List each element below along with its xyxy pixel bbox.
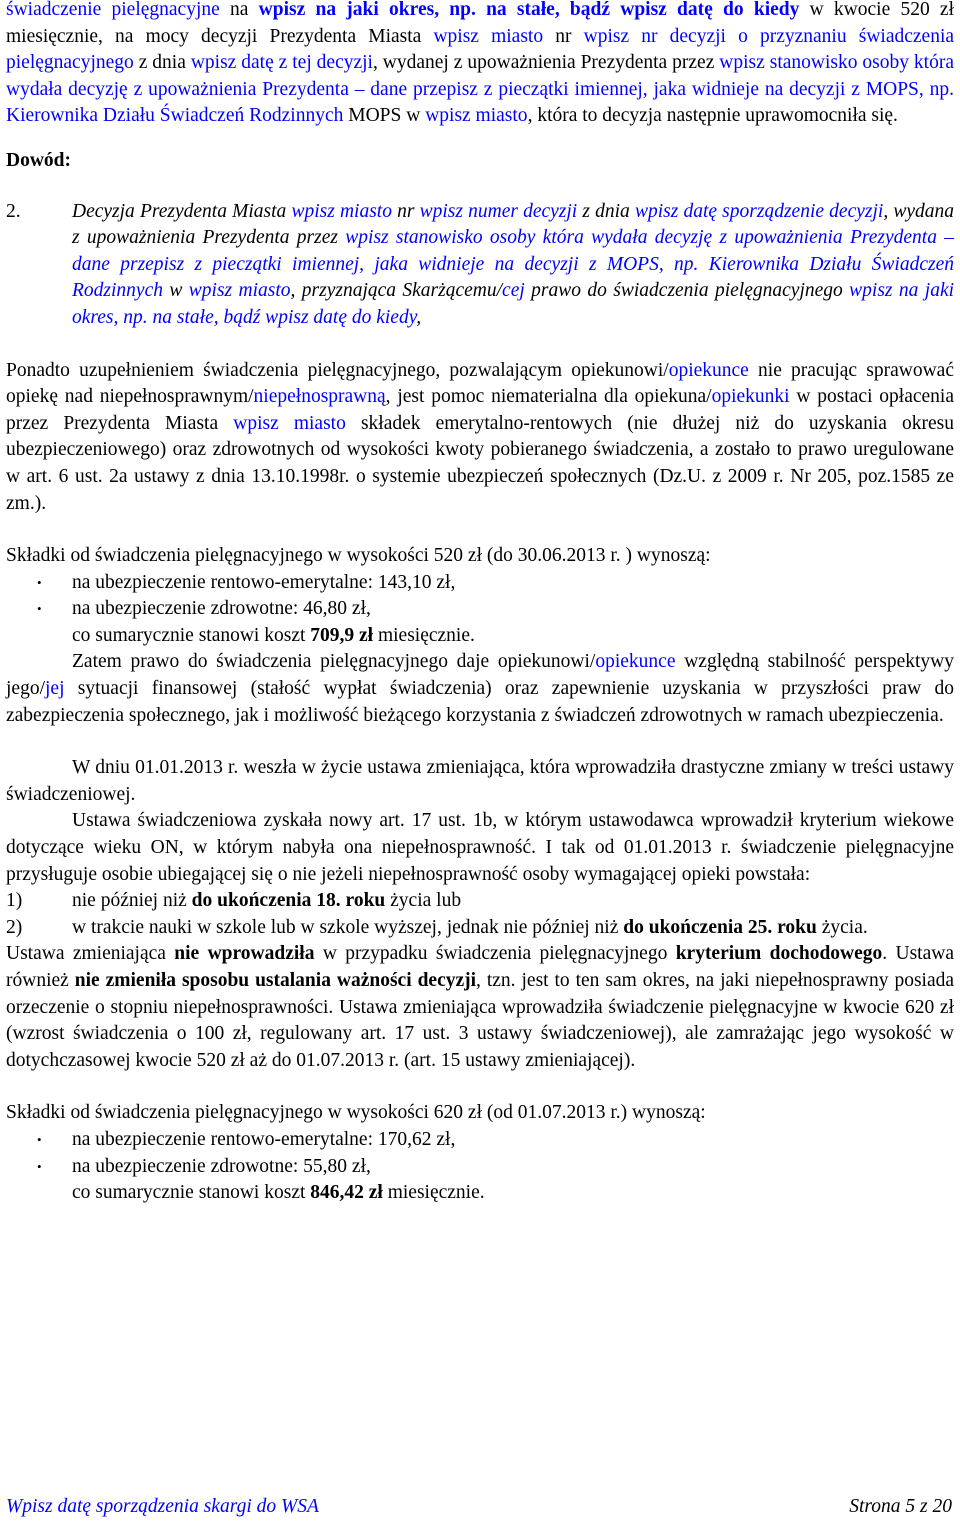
text-span: w przypadku świadczenia pielęgnacyjnego: [314, 943, 676, 965]
text-span: , wydana z upoważnienia Prezydenta przez: [72, 200, 955, 249]
text-span: życia lub: [385, 890, 462, 912]
paragraph-contributions: [6, 358, 954, 518]
text-span: Ustawa zmieniająca: [6, 943, 175, 965]
text-span: względną stabilność perspektywy jego/: [6, 651, 954, 700]
paragraph-amending-act: W dniu 01.01.2013 r. weszła w życie ustawa zmieniająca, która wprowadziła drastyczne zmiany w treści ustawy świadczeniowej.: [6, 757, 954, 805]
bold-text: kryterium dochodowego: [675, 943, 883, 965]
placeholder-text[interactable]: wpisz datę z tej decyzji: [190, 52, 373, 74]
paragraph-age-criterion: Ustawa świadczeniowa zyskała nowy art. 17 ust. 1b, w którym ustawodawca wprowadził kryterium wiekowe dotyczące wieku ON, w którym nabyła ona niepełnosprawność. I tak od 01.01.2013 r. świadczenie pielęgnacyjne przysługuje osobie ubiegającej się o nie jeżeli niepełnosprawność osoby wymagającej opieki powstała:: [6, 810, 954, 885]
placeholder-text[interactable]: wpisz nr decyzji o przyznaniu świadczenia pielęgnacyjnego: [6, 25, 955, 74]
page-number: Strona 5 z 20: [849, 1496, 952, 1517]
document-page: [6, 0, 954, 1207]
text-span: w postaci opłacenia przez Prezydenta Miasta: [6, 386, 954, 434]
paragraph-stability: [6, 649, 954, 729]
placeholder-text[interactable]: wpisz na jaki okres, np.: [258, 0, 476, 20]
bullet-icon: •: [37, 574, 42, 590]
text-span: składek emerytalno-rentowych (nie dłużej niż do uzyskania okresu ubezpieczeniowego) oraz zdrowotnych od wysokości kwoty pobieranego świadczenia, a zostało to prawo uregulowane w art. 6 ust. 2a ustawy z dnia 13.10.1998r. o systemie ubezpieczeń społecznych (Dz.U. z 2009 r. Nr 205, poz.1585 ze zm.).: [6, 412, 954, 514]
text-span: sytuacji finansowej (stałość wypłat świadczenia) oraz zapewnienie uzyskania w przyszłości praw do zabezpieczenia społecznego, jak i możliwość bieżącego korzystania z świadczeń zdrowotnych w ramach ubezpieczenia.: [6, 678, 954, 726]
list-item: [6, 596, 954, 623]
page-footer: [6, 1496, 952, 1518]
text-span: na ubezpieczenie rentowo-emerytalne: 170,62 zł,: [72, 1128, 456, 1150]
bullet-icon: •: [37, 1158, 42, 1174]
bullet-icon: •: [37, 1131, 42, 1147]
text-span: ,: [416, 306, 422, 328]
list-item: [6, 1154, 954, 1181]
text-span: nie później niż: [72, 890, 192, 912]
text-span: miesięcznie.: [382, 1182, 485, 1204]
text-span: MOPS w: [343, 105, 426, 127]
text-span: , jest pomoc niematerialna dla opiekuna/: [385, 386, 712, 408]
text-span: w kwocie 520 zł miesięcznie, na mocy decyzji Prezydenta Miasta: [6, 0, 955, 47]
placeholder-text[interactable]: wpisz stanowisko osoby która wydała decyzję z upoważnienia Prezydenta – dane przepisz z pieczątki imiennej, jaka widnieje na decyzji z MOPS, np. Kierownika Działu Świadczeń Rodzinnych: [6, 52, 954, 127]
condition-item: [6, 915, 954, 942]
paragraph-income-criterion: [6, 941, 954, 1074]
text-span: na ubezpieczenie rentowo-emerytalne: 143,10 zł,: [72, 571, 456, 593]
condition-number: 2): [6, 916, 23, 938]
spacer: [6, 1074, 954, 1100]
placeholder-text[interactable]: wpisz miasto: [291, 200, 392, 222]
list-item: [6, 1127, 954, 1154]
placeholder-text[interactable]: wpisz miasto: [425, 105, 528, 127]
placeholder-text[interactable]: wpisz miasto: [188, 280, 291, 302]
text-span: , wydanej z upoważnienia Prezydenta przez: [372, 52, 720, 74]
text-span: nr: [391, 200, 420, 222]
spacer: [6, 130, 954, 148]
contributions-intro-620: Składki od świadczenia pielęgnacyjnego w wysokości 620 zł (od 01.07.2013 r.) wynoszą:: [6, 1102, 706, 1124]
text-span: na ubezpieczenie zdrowotne: 55,80 zł,: [72, 1155, 371, 1177]
text-span: z dnia: [133, 52, 191, 74]
spacer: [6, 175, 954, 199]
placeholder-text[interactable]: niepełnosprawną: [253, 386, 386, 408]
spacer: [6, 729, 954, 755]
spacer: [6, 332, 954, 358]
placeholder-text[interactable]: wpisz stanowisko osoby która wydała decyzję z upoważnienia Prezydenta – dane przepisz z pieczątki imiennej, jaka widnieje na decyzji z MOPS, np. Kierownika Działu Świadczeń Rodzinnych: [72, 227, 955, 302]
placeholder-text[interactable]: wpisz numer decyzji: [419, 200, 578, 222]
text-span: w: [162, 280, 189, 302]
text-span: z dnia: [577, 200, 635, 222]
text-span: Zatem prawo do świadczenia pielęgnacyjnego daje opiekunowi/: [72, 651, 596, 673]
spacer: [6, 517, 954, 543]
text-span: , przyznająca Skarżącemu/: [290, 280, 503, 302]
placeholder-text[interactable]: jej: [45, 678, 65, 700]
text-span: na ubezpieczenie zdrowotne: 46,80 zł,: [72, 598, 371, 620]
placeholder-text[interactable]: cej: [502, 280, 525, 302]
evidence-list: [6, 199, 954, 332]
placeholder-text[interactable]: wpisz miasto: [233, 412, 346, 434]
text-span: nie pracując sprawować opiekę nad niepełnosprawnym/: [6, 359, 954, 408]
condition-number: 1): [6, 890, 23, 912]
condition-item: [6, 888, 954, 915]
placeholder-text[interactable]: opiekunce: [668, 359, 749, 381]
paragraph-decision-summary: [6, 0, 954, 130]
text-span: życia.: [816, 916, 868, 938]
evidence-item: [6, 199, 954, 332]
total-amount: 846,42 zł: [310, 1182, 383, 1204]
text-span: prawo do świadczenia pielęgnacyjnego: [524, 280, 850, 302]
text-span: w trakcie nauki w szkole lub w szkole wyższej, jednak nie później niż: [72, 916, 624, 938]
text-span: co sumarycznie stanowi koszt: [72, 1182, 311, 1204]
footer-placeholder[interactable]: Wpisz datę sporządzenia skargi do WSA: [6, 1496, 319, 1517]
contributions-total-520: [6, 623, 954, 650]
placeholder-text[interactable]: świadczenie pielęgnacyjne: [6, 0, 220, 20]
bold-text: nie zmieniła sposobu ustalania ważności decyzji: [74, 970, 477, 991]
placeholder-text[interactable]: wpisz na jaki okres, np. na stałe, bądź wpisz datę do kiedy: [72, 280, 955, 328]
text-span: nr: [543, 25, 584, 47]
placeholder-text[interactable]: wpisz datę sporządzenie decyzji: [634, 200, 884, 222]
text-span: , tzn. jest to ten sam okres, na jaki niepełnosprawny posiada orzeczenie o stopniu niepełnosprawności. Ustawa zmieniająca wprowadziła świadczenie pielęgnacyjne w kwocie 620 zł (wzrost świadczenia o 100 zł, regulowany art. 17 ust. 3 ustawy świadczeniowej), ale zamrażając jego wysokość w dotychczasowej kwocie 520 zł aż do 01.07.2013 r. (art. 15 ustawy zmieniającej).: [6, 970, 955, 1071]
bullet-icon: •: [37, 601, 42, 617]
bold-text: do ukończenia 18. roku: [191, 890, 386, 912]
placeholder-text[interactable]: na stałe, bądź wpisz datę do kiedy: [475, 0, 800, 20]
text-span: Ponadto uzupełnieniem świadczenia pielęgnacyjnego, pozwalającym opiekunowi/: [6, 359, 669, 381]
evidence-number: 2.: [6, 200, 21, 222]
text-span: , która to decyzja następnie uprawomocniła się.: [527, 105, 898, 127]
contributions-list-620: [6, 1127, 954, 1180]
placeholder-text[interactable]: wpisz miasto: [433, 25, 544, 47]
placeholder-text[interactable]: opiekunki: [711, 386, 790, 408]
placeholder-text[interactable]: opiekunce: [595, 651, 676, 673]
text-span: co sumarycznie stanowi koszt: [72, 624, 311, 646]
text-span: miesięcznie.: [373, 624, 475, 646]
bold-text: nie wprowadziła: [174, 943, 315, 965]
contributions-total-620: [6, 1180, 954, 1207]
text-span: na: [219, 0, 259, 20]
text-span: Decyzja Prezydenta Miasta: [72, 200, 292, 222]
bold-text: do ukończenia 25. roku: [623, 916, 817, 938]
list-item: [6, 570, 954, 597]
evidence-heading: Dowód:: [6, 149, 72, 171]
contributions-intro-520: Składki od świadczenia pielęgnacyjnego w wysokości 520 zł (do 30.06.2013 r. ) wynoszą:: [6, 545, 711, 567]
total-amount: 709,9 zł: [310, 624, 374, 646]
text-span: . Ustawa również: [6, 943, 954, 991]
contributions-list-520: [6, 570, 954, 623]
